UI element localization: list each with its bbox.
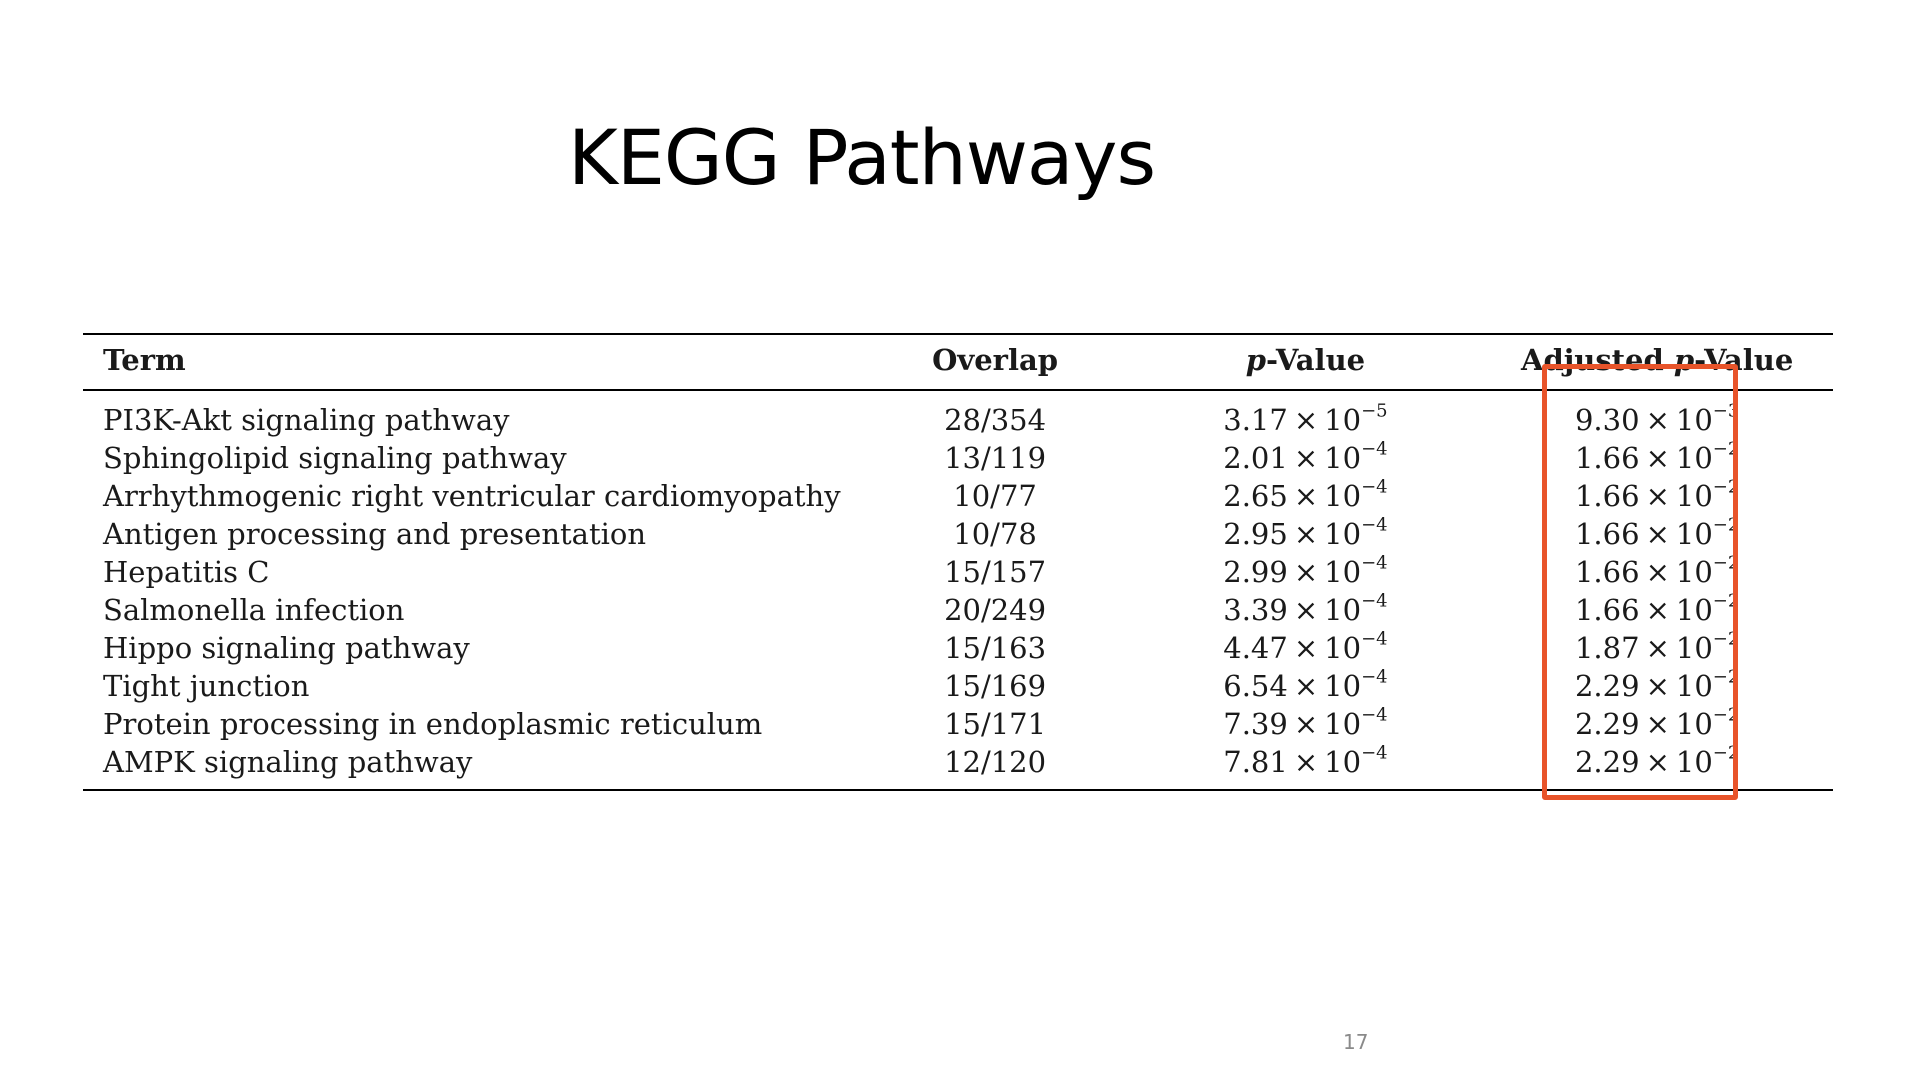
times-sign: × <box>1293 402 1319 437</box>
cell-adjusted-p-value <box>1481 390 1833 439</box>
header-adj-p-italic: p <box>1673 343 1695 377</box>
page-number: 17 <box>1343 1030 1369 1054</box>
cell-p-value <box>1130 591 1482 629</box>
cell-adjusted-p-value-mantissa: 2.29 <box>1574 706 1640 741</box>
kegg-table-container <box>83 333 1833 791</box>
times-sign: × <box>1293 668 1319 703</box>
cell-adjusted-p-value-exponent: −2 <box>1712 666 1740 688</box>
times-sign: × <box>1645 706 1670 741</box>
header-adjusted-p-value <box>1481 334 1833 390</box>
table-row <box>83 743 1833 790</box>
exponent-base: 10 <box>1324 744 1362 779</box>
cell-overlap: 15/169 <box>944 668 1047 703</box>
exponent-base: 10 <box>1675 554 1713 589</box>
cell-overlap: 13/119 <box>944 440 1047 475</box>
cell-p-value <box>1130 667 1482 705</box>
cell-term: Antigen processing and presentation <box>103 516 647 551</box>
cell-p-value-exponent: −4 <box>1361 666 1388 688</box>
table-header <box>83 334 1833 390</box>
cell-adjusted-p-value-mantissa: 1.66 <box>1574 592 1640 627</box>
cell-p-value <box>1130 629 1482 667</box>
times-sign: × <box>1645 478 1670 513</box>
cell-p-value-exponent: −5 <box>1361 400 1388 422</box>
cell-adjusted-p-value-mantissa: 1.87 <box>1574 630 1640 665</box>
exponent-base: 10 <box>1675 478 1713 513</box>
cell-overlap: 15/157 <box>944 554 1047 589</box>
header-adj-prefix: Adjusted <box>1520 343 1674 377</box>
table-body <box>83 390 1833 790</box>
cell-p-value <box>1130 390 1482 439</box>
cell-adjusted-p-value <box>1481 439 1833 477</box>
kegg-pathways-table <box>83 333 1833 791</box>
header-p-suffix: -Value <box>1266 343 1366 377</box>
times-sign: × <box>1645 402 1670 437</box>
cell-adjusted-p-value <box>1481 553 1833 591</box>
cell-p-value-mantissa: 4.47 <box>1223 630 1288 665</box>
exponent-base: 10 <box>1675 592 1713 627</box>
exponent-base: 10 <box>1324 516 1362 551</box>
cell-adjusted-p-value <box>1481 667 1833 705</box>
cell-overlap: 10/78 <box>953 516 1037 551</box>
cell-p-value <box>1130 705 1482 743</box>
cell-p-value-mantissa: 3.39 <box>1223 592 1288 627</box>
times-sign: × <box>1293 630 1319 665</box>
exponent-base: 10 <box>1324 668 1362 703</box>
times-sign: × <box>1293 516 1319 551</box>
cell-p-value-exponent: −4 <box>1361 590 1388 612</box>
times-sign: × <box>1293 554 1319 589</box>
exponent-base: 10 <box>1675 706 1713 741</box>
header-overlap: Overlap <box>861 334 1130 390</box>
cell-p-value-mantissa: 3.17 <box>1223 402 1288 437</box>
cell-p-value <box>1130 743 1482 790</box>
times-sign: × <box>1293 440 1319 475</box>
cell-term: Sphingolipid signaling pathway <box>103 440 567 475</box>
cell-adjusted-p-value-mantissa: 1.66 <box>1574 516 1640 551</box>
cell-term: Salmonella infection <box>103 592 405 627</box>
times-sign: × <box>1645 592 1670 627</box>
header-adj-suffix: -Value <box>1694 343 1794 377</box>
cell-overlap: 28/354 <box>944 402 1047 437</box>
cell-p-value-mantissa: 7.81 <box>1223 744 1288 779</box>
cell-p-value-exponent: −4 <box>1361 704 1388 726</box>
cell-term: AMPK signaling pathway <box>83 743 861 790</box>
cell-adjusted-p-value-mantissa: 1.66 <box>1574 478 1640 513</box>
cell-overlap: 20/249 <box>944 592 1047 627</box>
times-sign: × <box>1645 744 1670 779</box>
cell-term: Protein processing in endoplasmic reticulum <box>103 706 763 741</box>
cell-p-value-exponent: −4 <box>1361 552 1388 574</box>
exponent-base: 10 <box>1675 744 1713 779</box>
cell-adjusted-p-value <box>1481 515 1833 553</box>
exponent-base: 10 <box>1675 440 1713 475</box>
exponent-base: 10 <box>1675 402 1713 437</box>
cell-p-value <box>1130 439 1482 477</box>
cell-overlap: 12/120 <box>861 743 1130 790</box>
exponent-base: 10 <box>1675 668 1713 703</box>
cell-term: Hepatitis C <box>103 554 270 589</box>
cell-adjusted-p-value <box>1481 591 1833 629</box>
cell-p-value-exponent: −4 <box>1361 514 1388 536</box>
cell-adjusted-p-value-mantissa: 2.29 <box>1574 668 1640 703</box>
cell-adjusted-p-value <box>1481 743 1833 790</box>
cell-adjusted-p-value-exponent: −2 <box>1712 514 1740 536</box>
cell-adjusted-p-value <box>1481 705 1833 743</box>
slide-title: KEGG Pathways <box>568 113 1156 202</box>
cell-p-value-mantissa: 2.99 <box>1223 554 1288 589</box>
times-sign: × <box>1645 440 1670 475</box>
table-row <box>83 515 1833 553</box>
cell-p-value <box>1130 553 1482 591</box>
cell-adjusted-p-value-exponent: −2 <box>1712 742 1740 764</box>
table-row <box>83 477 1833 515</box>
cell-adjusted-p-value-mantissa: 1.66 <box>1574 440 1640 475</box>
times-sign: × <box>1645 668 1670 703</box>
cell-p-value-exponent: −4 <box>1361 476 1388 498</box>
header-term: Term <box>83 334 861 390</box>
table-row <box>83 439 1833 477</box>
table-row <box>83 591 1833 629</box>
table-row <box>83 705 1833 743</box>
table-row <box>83 629 1833 667</box>
exponent-base: 10 <box>1324 706 1362 741</box>
cell-term: Arrhythmogenic right ventricular cardiomyopathy <box>103 478 841 513</box>
exponent-base: 10 <box>1324 630 1362 665</box>
cell-adjusted-p-value <box>1481 477 1833 515</box>
cell-p-value-mantissa: 7.39 <box>1223 706 1288 741</box>
times-sign: × <box>1293 744 1319 779</box>
exponent-base: 10 <box>1324 554 1362 589</box>
header-p-italic: p <box>1245 343 1266 377</box>
cell-adjusted-p-value-exponent: −2 <box>1712 476 1740 498</box>
exponent-base: 10 <box>1324 478 1362 513</box>
cell-p-value-mantissa: 2.65 <box>1223 478 1288 513</box>
cell-p-value-exponent: −4 <box>1361 742 1388 764</box>
exponent-base: 10 <box>1675 630 1713 665</box>
cell-overlap: 15/163 <box>944 630 1047 665</box>
cell-p-value-mantissa: 2.01 <box>1223 440 1288 475</box>
exponent-base: 10 <box>1324 440 1362 475</box>
cell-p-value-exponent: −4 <box>1361 438 1388 460</box>
cell-term: Hippo signaling pathway <box>103 630 470 665</box>
cell-adjusted-p-value-mantissa: 2.29 <box>1574 744 1640 779</box>
times-sign: × <box>1645 554 1670 589</box>
table-row <box>83 667 1833 705</box>
cell-adjusted-p-value-exponent: −2 <box>1712 704 1740 726</box>
exponent-base: 10 <box>1324 402 1362 437</box>
cell-p-value <box>1130 515 1482 553</box>
times-sign: × <box>1645 516 1670 551</box>
times-sign: × <box>1293 592 1319 627</box>
times-sign: × <box>1293 478 1319 513</box>
header-row <box>83 334 1833 390</box>
cell-p-value <box>1130 477 1482 515</box>
times-sign: × <box>1645 630 1670 665</box>
cell-adjusted-p-value-exponent: −3 <box>1712 400 1740 422</box>
cell-overlap: 10/77 <box>953 478 1037 513</box>
times-sign: × <box>1293 706 1319 741</box>
cell-p-value-exponent: −4 <box>1361 628 1388 650</box>
header-p-value <box>1130 334 1482 390</box>
table-row <box>83 390 1833 439</box>
cell-p-value-mantissa: 2.95 <box>1223 516 1288 551</box>
exponent-base: 10 <box>1324 592 1362 627</box>
exponent-base: 10 <box>1675 516 1713 551</box>
cell-adjusted-p-value-exponent: −2 <box>1712 590 1740 612</box>
cell-adjusted-p-value-exponent: −2 <box>1712 438 1740 460</box>
cell-adjusted-p-value-mantissa: 9.30 <box>1574 402 1640 437</box>
table-row <box>83 553 1833 591</box>
cell-overlap: 15/171 <box>944 706 1047 741</box>
cell-adjusted-p-value-exponent: −2 <box>1712 552 1740 574</box>
cell-adjusted-p-value <box>1481 629 1833 667</box>
cell-adjusted-p-value-mantissa: 1.66 <box>1574 554 1640 589</box>
cell-term: PI3K-Akt signaling pathway <box>103 402 510 437</box>
cell-term: Tight junction <box>103 668 310 703</box>
cell-p-value-mantissa: 6.54 <box>1223 668 1288 703</box>
cell-adjusted-p-value-exponent: −2 <box>1712 628 1740 650</box>
